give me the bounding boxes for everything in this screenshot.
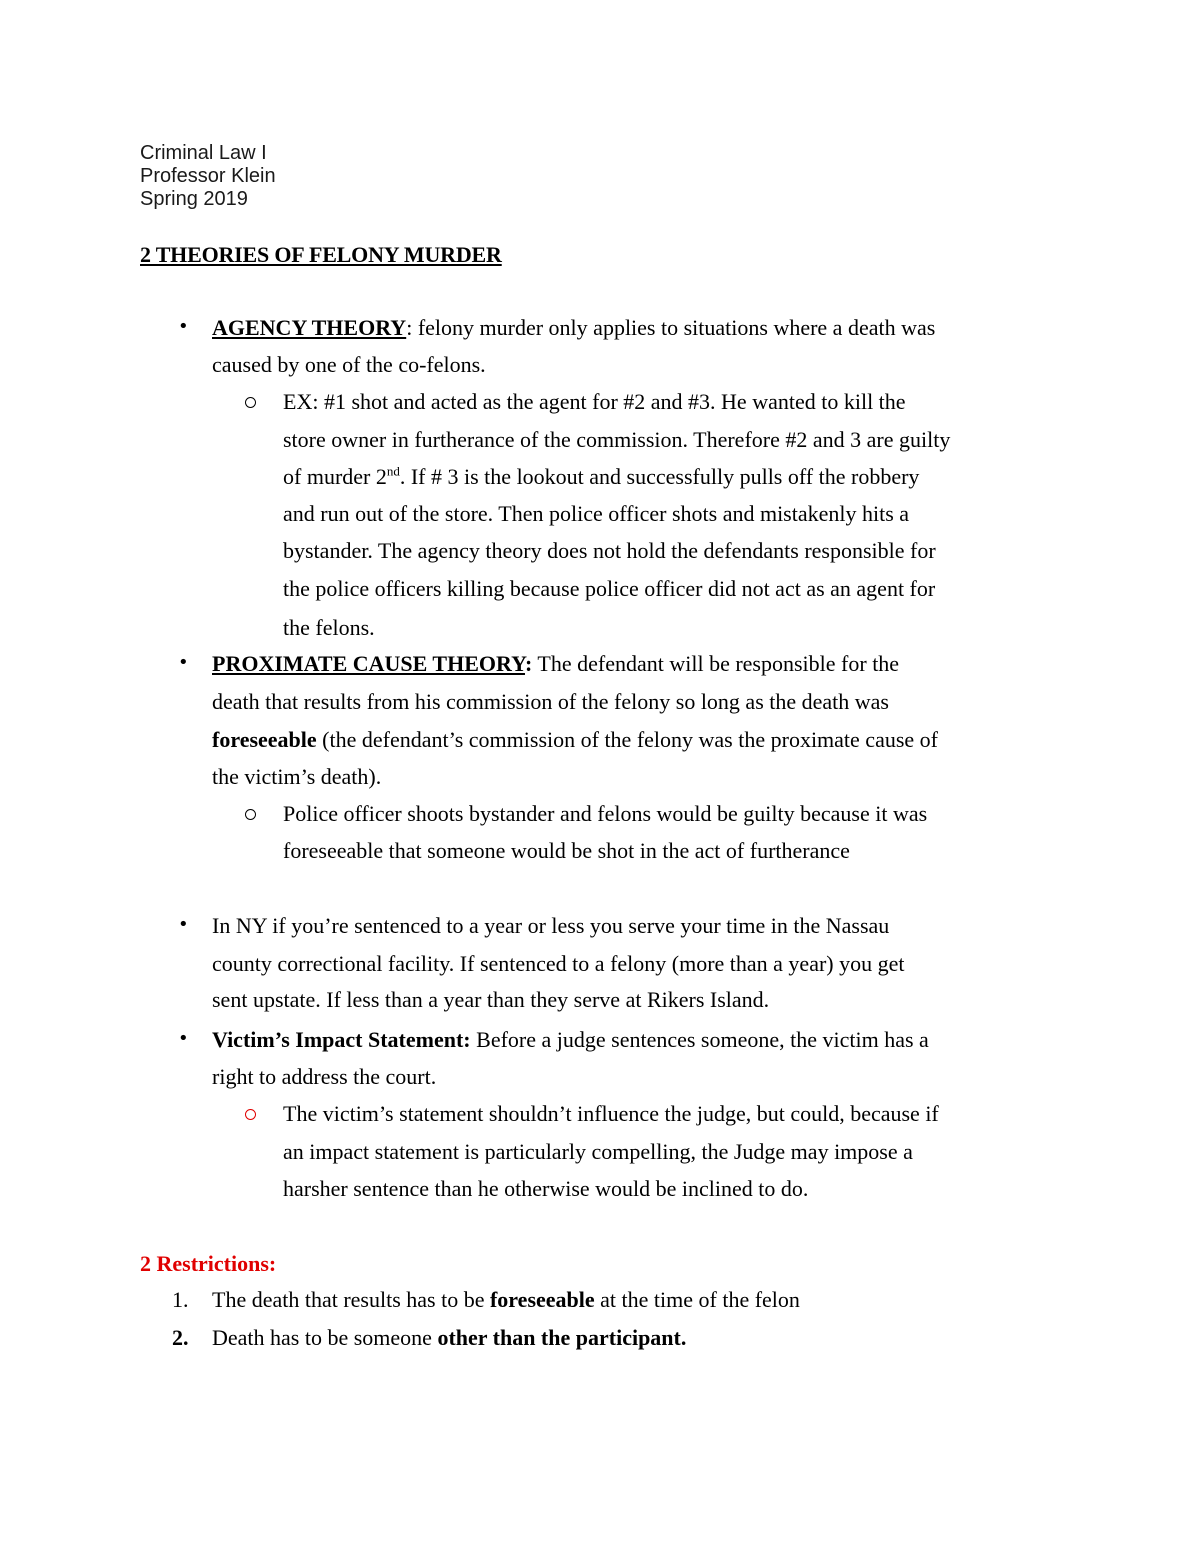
victim-statement-label: Victim’s Impact Statement: [212, 1027, 471, 1052]
list-number: 2. [172, 1325, 189, 1350]
bullet-icon: • [178, 652, 189, 673]
ny-line-2: county correctional facility. If sentenced to a felony (more than a year) you get [212, 951, 905, 976]
ny-line-3: sent upstate. If less than a year than they serve at Rikers Island. [212, 987, 770, 1012]
term: Spring 2019 [140, 188, 248, 210]
ny-line-1: In NY if you’re sentenced to a year or less you serve your time in the Nassau [212, 913, 890, 938]
victim-sub-line-2: an impact statement is particularly compelling, the Judge may impose a [283, 1139, 913, 1164]
course-name: Criminal Law I [140, 142, 267, 164]
agency-example-line-6: the police officers killing because police officer did not act as an agent for [283, 576, 936, 601]
restriction-item-2: Death has to be someone other than the participant. [212, 1325, 687, 1350]
proximate-theory-line-4: the victim’s death). [212, 764, 382, 789]
proximate-theory-line-2: death that results from his commission of the felony so long as the death was [212, 689, 889, 714]
victim-line-2: right to address the court. [212, 1064, 437, 1089]
agency-example-line-1: EX: #1 shot and acted as the agent for #2 and #3. He wanted to kill the [283, 389, 906, 414]
restrictions-heading: 2 Restrictions: [140, 1251, 277, 1276]
proximate-theory-line-1: PROXIMATE CAUSE THEORY: The defendant will be responsible for the [212, 651, 900, 676]
proximate-theory-line-3: foreseeable (the defendant’s commission of the felony was the proximate cause of [212, 727, 938, 752]
victim-sub-line-3: harsher sentence than he otherwise would be inclined to do. [283, 1176, 809, 1201]
proximate-example-line-2: foreseeable that someone would be shot in the act of furtherance [283, 838, 850, 863]
professor-name: Professor Klein [140, 165, 276, 187]
agency-example-line-2: store owner in furtherance of the commission. Therefore #2 and 3 are guilty [283, 427, 951, 452]
bullet-icon: • [178, 914, 189, 935]
agency-theory-label: AGENCY THEORY [212, 315, 407, 340]
agency-example-line-5: bystander. The agency theory does not hold the defendants responsible for [283, 538, 936, 563]
restriction-item-1: The death that results has to be foreseeable at the time of the felon [212, 1287, 800, 1312]
agency-theory-line-2: caused by one of the co-felons. [212, 352, 486, 377]
sub-bullet-icon [245, 397, 256, 408]
agency-example-line-7: the felons. [283, 615, 375, 640]
bullet-icon: • [178, 1028, 189, 1049]
page-title: 2 THEORIES OF FELONY MURDER [140, 242, 502, 267]
bullet-icon: • [178, 316, 189, 337]
agency-example-line-3: of murder 2nd. If # 3 is the lookout and successfully pulls off the robbery [283, 463, 920, 489]
list-number: 1. [172, 1287, 189, 1312]
sub-bullet-icon [245, 1109, 256, 1120]
agency-example-line-4: and run out of the store. Then police officer shots and mistakenly hits a [283, 501, 910, 526]
victim-line-1: Victim’s Impact Statement: Before a judge sentences someone, the victim has a [212, 1027, 929, 1052]
sub-bullet-icon [245, 809, 256, 820]
proximate-theory-label: PROXIMATE CAUSE THEORY [212, 651, 525, 676]
victim-sub-line-1: The victim’s statement shouldn’t influence the judge, but could, because if [283, 1101, 939, 1126]
proximate-example-line-1: Police officer shoots bystander and felons would be guilty because it was [283, 801, 928, 826]
agency-theory-line-1: AGENCY THEORY: felony murder only applies to situations where a death was [212, 315, 936, 340]
